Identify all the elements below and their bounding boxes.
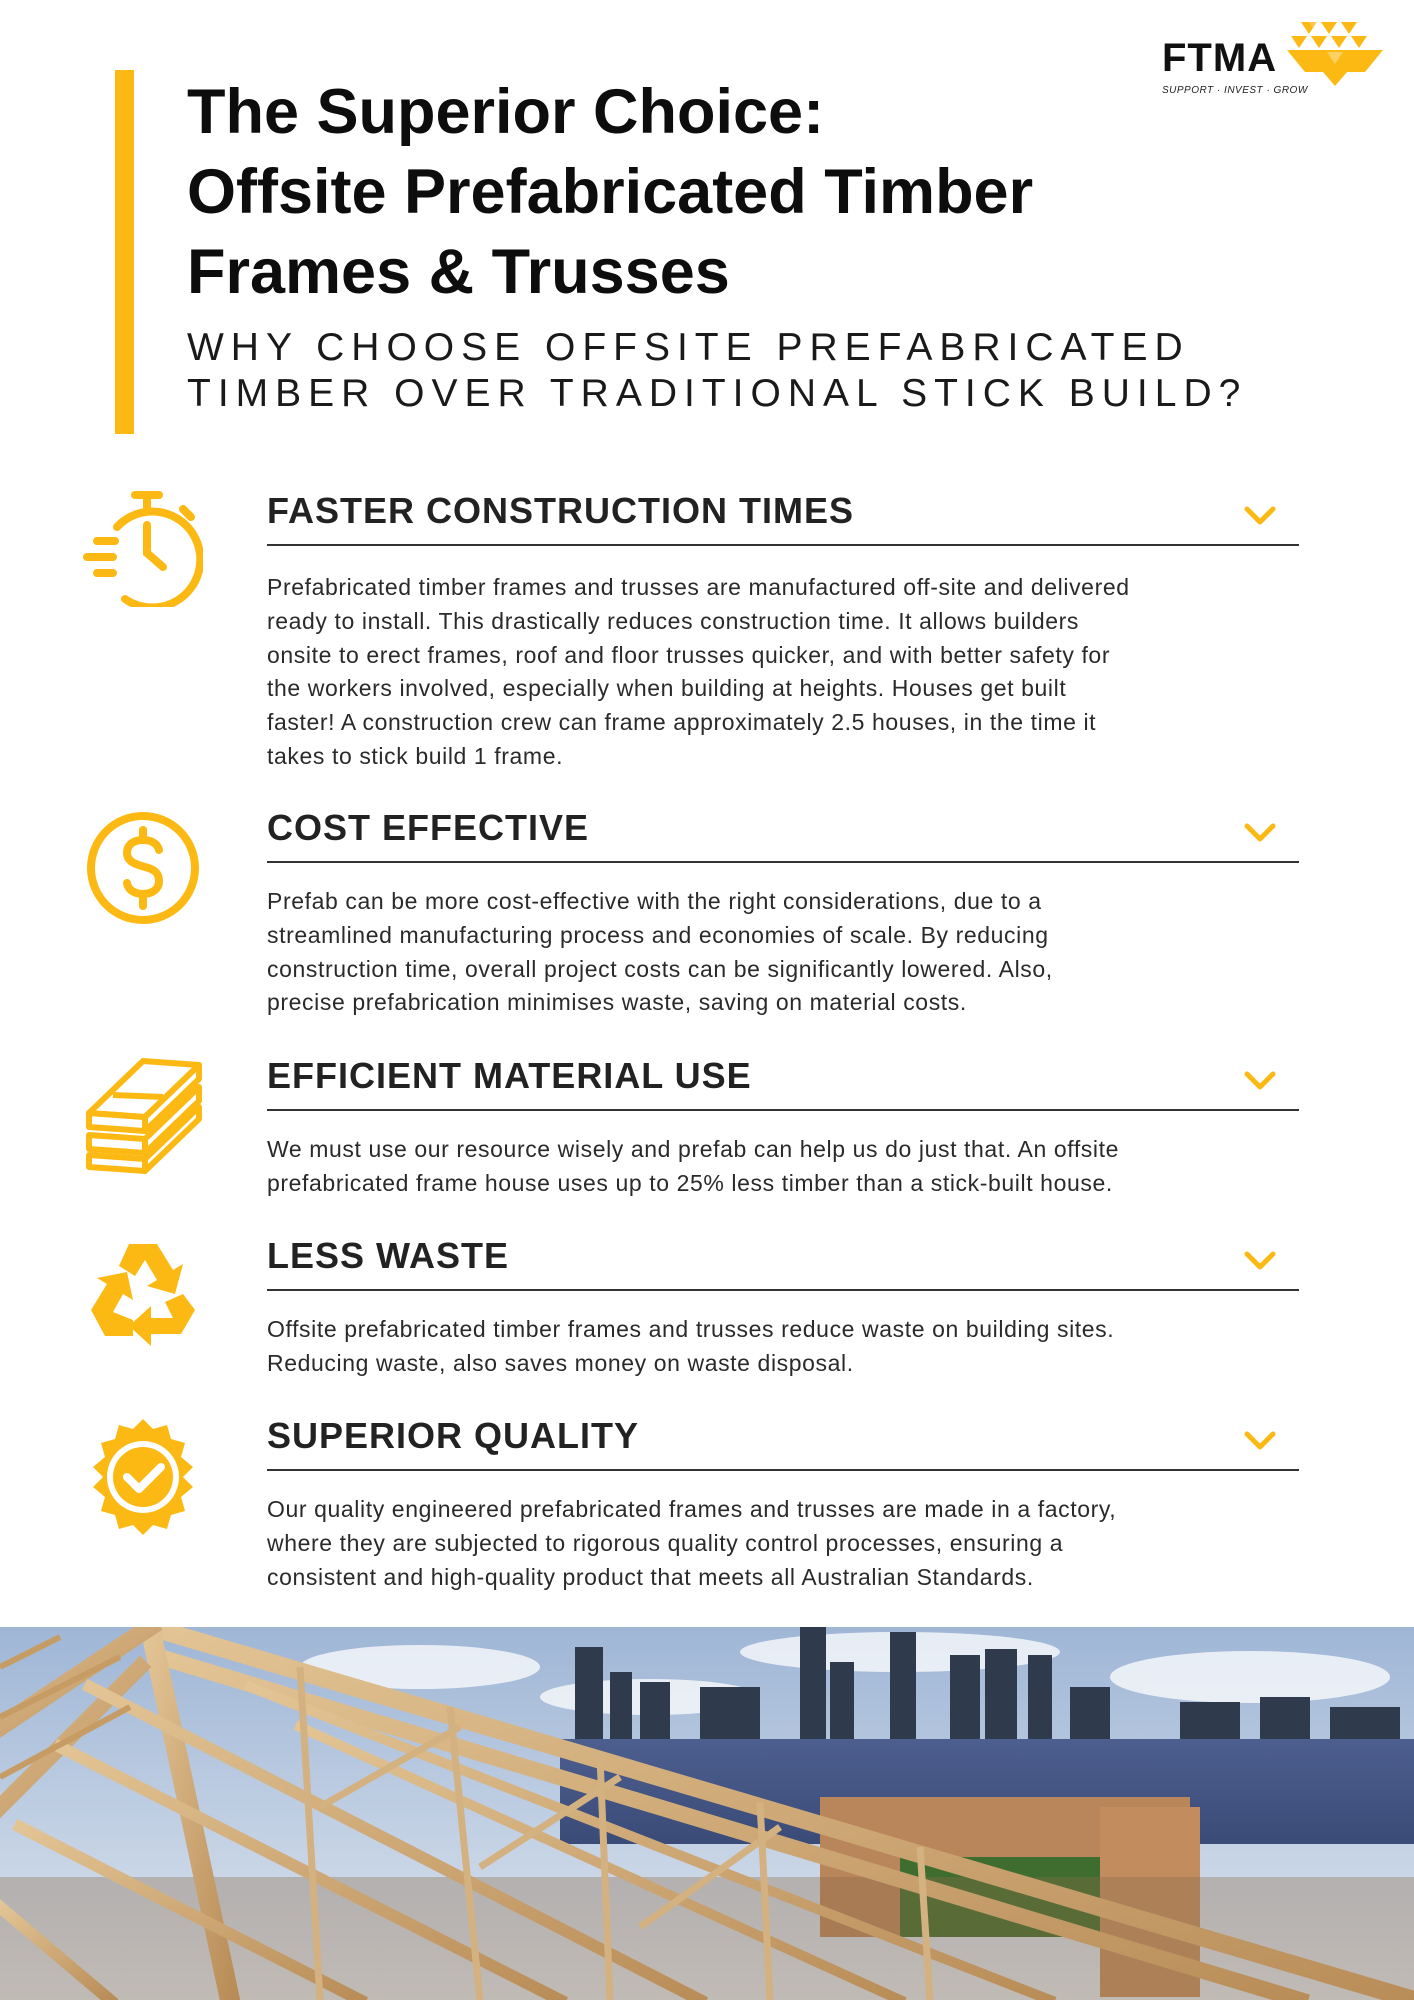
section-heading: FASTER CONSTRUCTION TIMES [267, 490, 855, 531]
body-line: Offsite prefabricated timber frames and trusses reduce waste on building sites. [267, 1316, 1115, 1342]
title-line: Frames & Trusses [187, 237, 730, 307]
section-body [267, 885, 1307, 1020]
body-line: consistent and high-quality product that meets all Australian Standards. [267, 1563, 1034, 1590]
body-line: where they are subjected to rigorous quality control processes, ensuring a [267, 1529, 1064, 1556]
subtitle-line: WHY CHOOSE OFFSITE PREFABRICATED [187, 326, 1190, 369]
section-body [267, 1133, 1307, 1201]
section-header[interactable] [267, 486, 1299, 546]
body-line: onsite to erect frames, roof and floor trusses quicker, and with better safety for [267, 641, 1111, 668]
title-line: The Superior Choice: [187, 77, 825, 147]
roof-trusses-photo [0, 1627, 1414, 2000]
section-heading: EFFICIENT MATERIAL USE [267, 1055, 752, 1096]
dollar-icon [83, 808, 203, 928]
logo-mark-icon [1287, 22, 1383, 94]
logo-tagline: SUPPORT · INVEST · GROW [1162, 85, 1308, 96]
body-line: prefabricated frame house uses up to 25% less timber than a stick-built house. [267, 1169, 1113, 1196]
body-line: ready to install. This drastically reduces construction time. It allows builders [267, 607, 1080, 634]
section-heading: SUPERIOR QUALITY [267, 1415, 640, 1456]
section-heading: LESS WASTE [267, 1235, 510, 1276]
body-line: We must use our resource wisely and prefab can help us do just that. An offsite [267, 1136, 1119, 1162]
section-body [267, 1493, 1307, 1594]
body-line: faster! A construction crew can frame approximately 2.5 houses, in the time it [267, 709, 1097, 736]
subtitle-line: TIMBER OVER TRADITIONAL STICK BUILD? [187, 372, 1248, 415]
section-header[interactable] [267, 1411, 1299, 1471]
accent-bar [115, 70, 134, 434]
body-line: Reducing waste, also saves money on waste disposal. [267, 1349, 854, 1376]
timber-planks-icon [83, 1055, 203, 1175]
body-line: the workers involved, especially when building at heights. Houses get built [267, 675, 1067, 702]
chevron-down-icon[interactable] [1243, 1249, 1277, 1273]
logo-name: FTMA [1162, 36, 1278, 80]
body-line: Prefabricated timber frames and trusses are manufactured off-site and delivered [267, 574, 1130, 600]
title-line: Offsite Prefabricated Timber [187, 157, 1034, 227]
ftma-logo [1160, 22, 1385, 102]
chevron-down-icon[interactable] [1243, 504, 1277, 528]
page-title [187, 72, 1187, 312]
body-line: streamlined manufacturing process and economies of scale. By reducing [267, 921, 1049, 948]
section-body [267, 571, 1307, 774]
page-subtitle [187, 325, 1337, 417]
section-body [267, 1313, 1307, 1381]
quality-badge-icon [83, 1417, 203, 1537]
section-heading: COST EFFECTIVE [267, 807, 590, 848]
body-line: Prefab can be more cost-effective with the right considerations, due to a [267, 888, 1042, 914]
body-line: takes to stick build 1 frame. [267, 742, 564, 769]
section-header[interactable] [267, 803, 1299, 863]
chevron-down-icon[interactable] [1243, 821, 1277, 845]
section-header[interactable] [267, 1231, 1299, 1291]
stopwatch-icon [83, 487, 203, 607]
chevron-down-icon[interactable] [1243, 1069, 1277, 1093]
body-line: Our quality engineered prefabricated frames and trusses are made in a factory, [267, 1496, 1117, 1522]
section-header[interactable] [267, 1051, 1299, 1111]
recycle-icon [83, 1236, 203, 1356]
photo-illustration [0, 1627, 1414, 2000]
body-line: precise prefabrication minimises waste, saving on material costs. [267, 989, 967, 1016]
body-line: construction time, overall project costs can be significantly lowered. Also, [267, 955, 1053, 982]
chevron-down-icon[interactable] [1243, 1429, 1277, 1453]
